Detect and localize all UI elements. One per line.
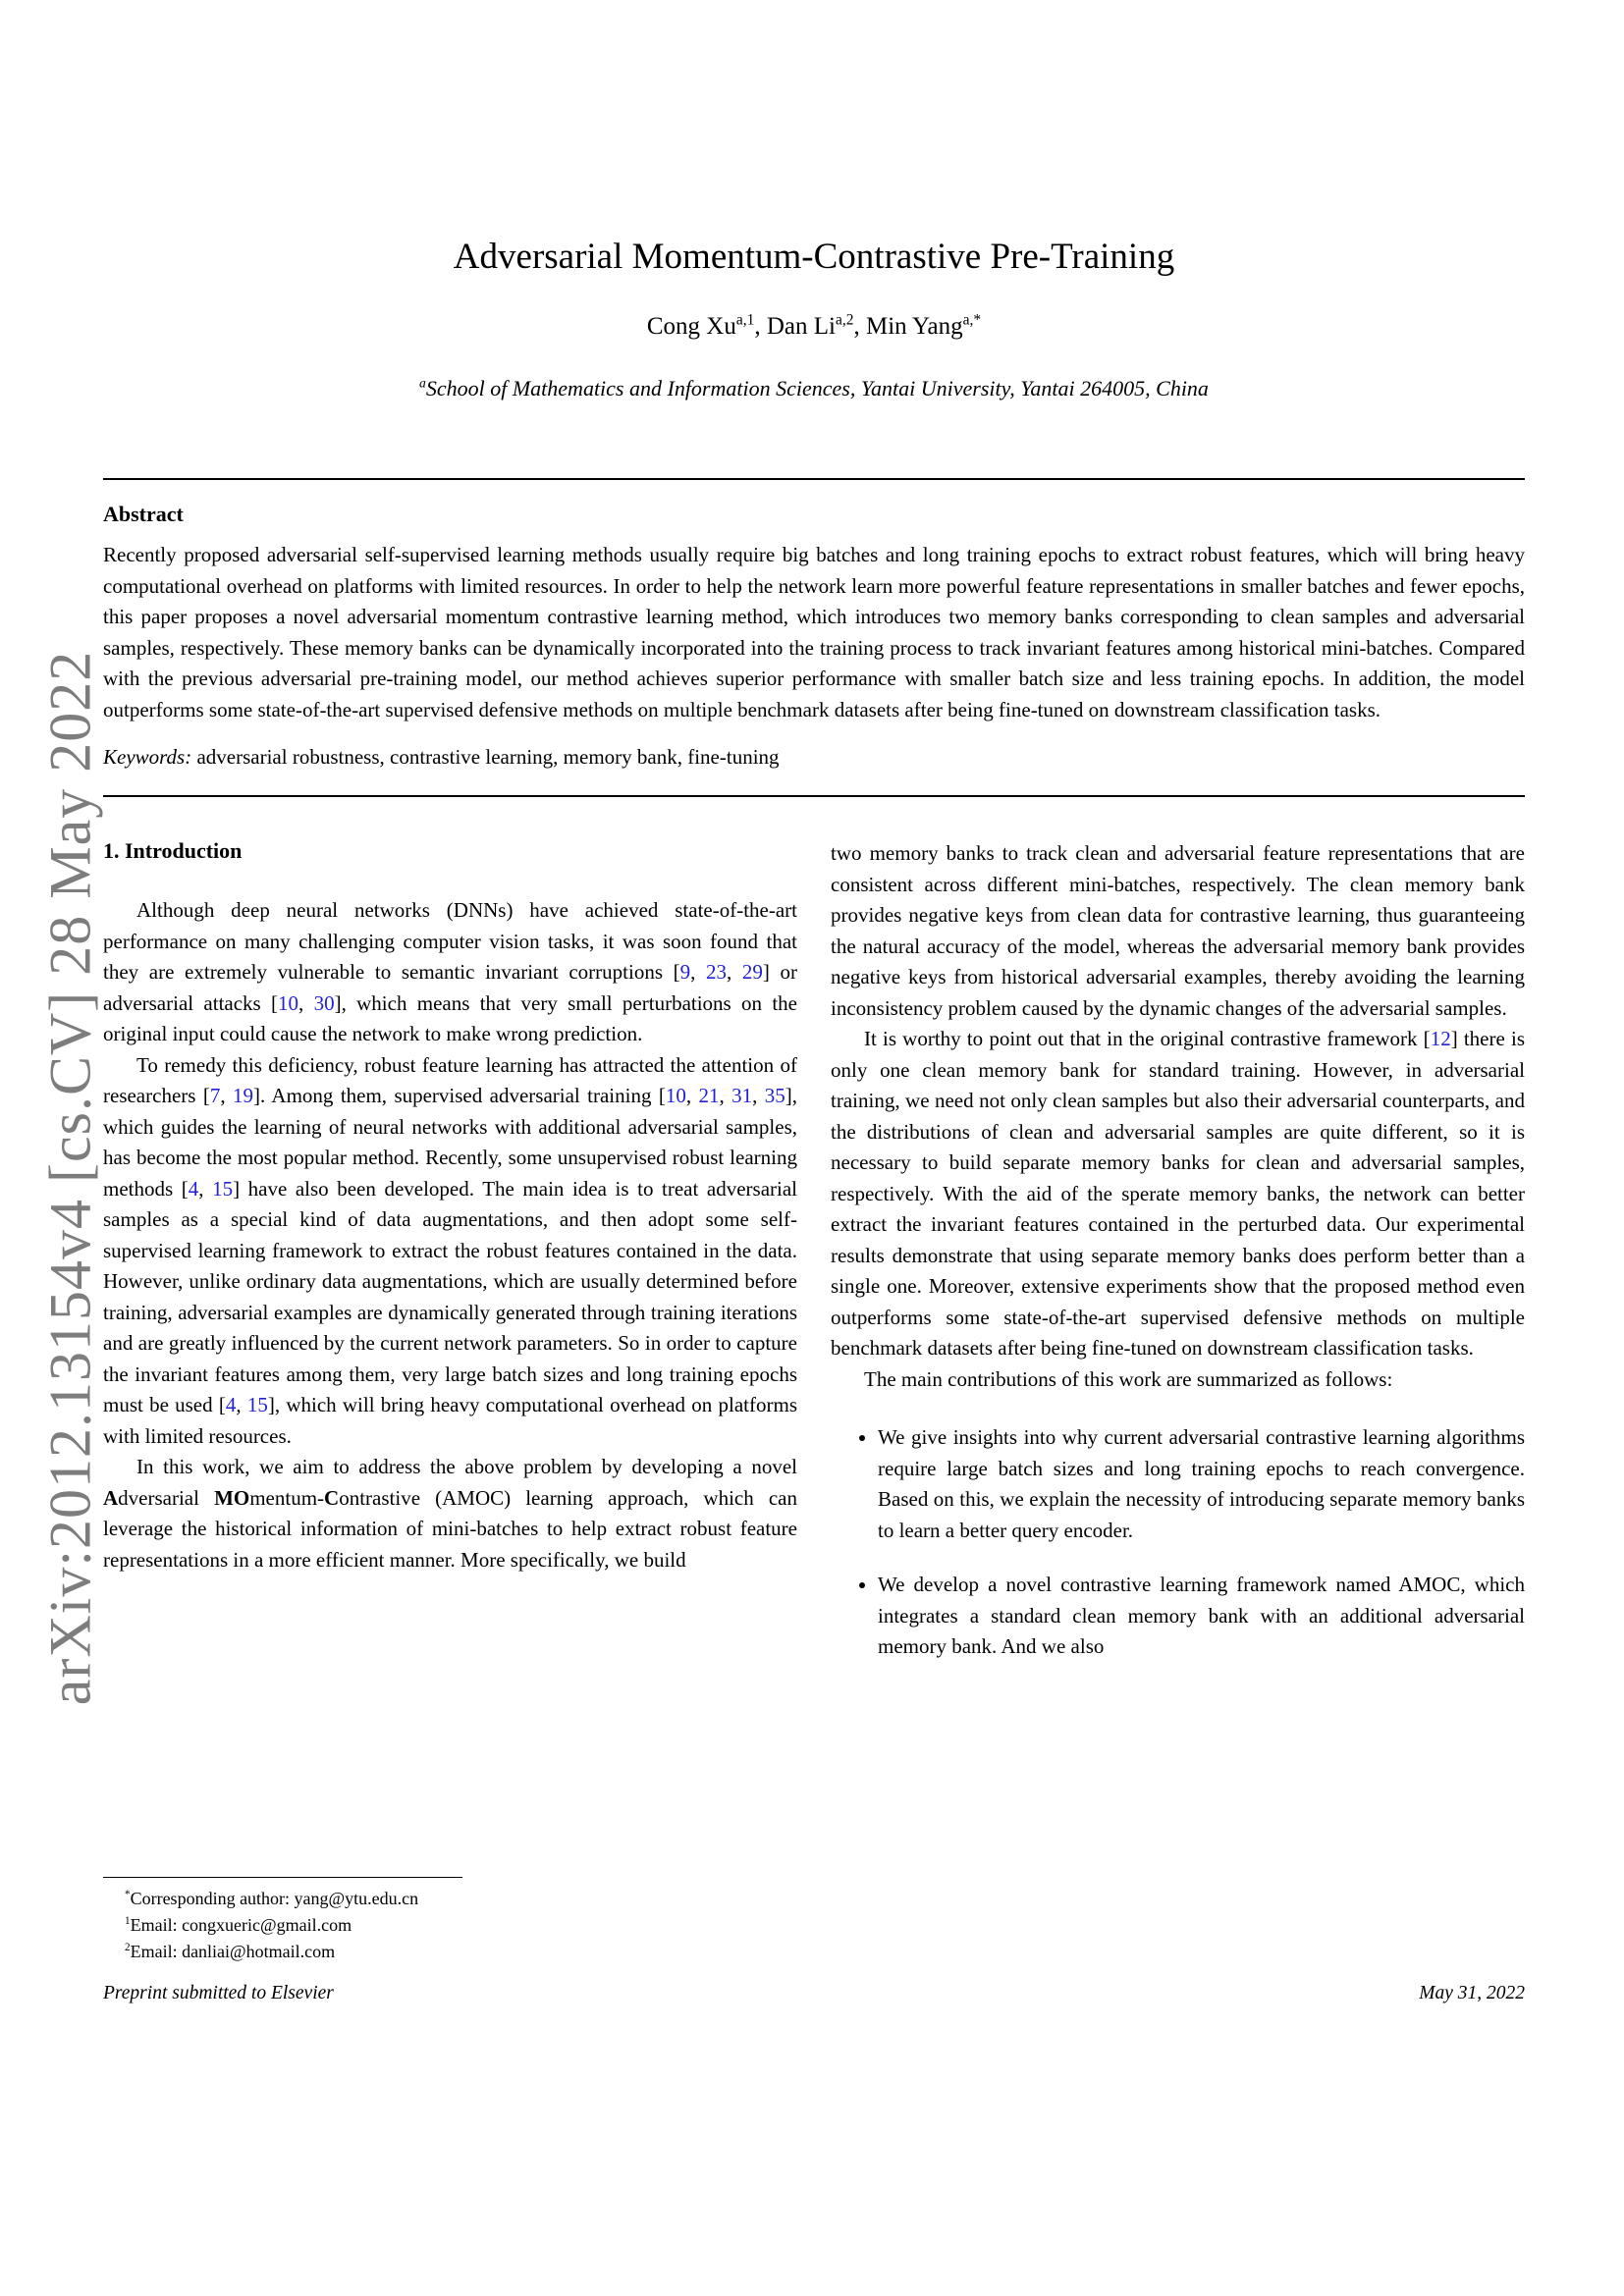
superscript-marker: a,1 bbox=[735, 311, 755, 329]
citation-link[interactable]: 10 bbox=[278, 990, 299, 1015]
text-run: It is worthy to point out that in the original contrastive framework [ bbox=[864, 1027, 1431, 1050]
footer-date: May 31, 2022 bbox=[1419, 1983, 1525, 2003]
intro-paragraph-5 bbox=[831, 1024, 1525, 1364]
keywords-label: Keywords: bbox=[103, 745, 192, 769]
intro-paragraph-2 bbox=[103, 1050, 797, 1453]
citation-link[interactable]: 29 bbox=[741, 960, 763, 984]
citation-link[interactable]: 4 bbox=[188, 1176, 199, 1201]
text-run: , bbox=[719, 1084, 732, 1107]
text-run: mentum- bbox=[249, 1485, 325, 1510]
superscript-marker: a,2 bbox=[835, 311, 854, 329]
text-run: ], which guides the learning of neural networks with additional adversarial samples, has become the most popular method. Recently, some unsupervised robust learning methods [ bbox=[103, 1084, 798, 1201]
citation-link[interactable]: 7 bbox=[209, 1084, 221, 1107]
text-run: The main contributions of this work are summarized as follows: bbox=[864, 1366, 1393, 1391]
text-run: ] there is only one clean memory bank for standard training. However, in adversarial training, we need not only clean samples but also their adversarial counterparts, and the distributions of clean and adversarial samples are quite different, so it is necessary to build separate memory banks for clean and adversarial samples, respectively. With the aid of the sperate memory banks, the network can better extract the invariant features contained in the perturbed data. Our experimental results demonstrate that using separate memory banks does perform better than a single one. Moreover, extensive experiments show that the proposed method even outperforms some state-of-the-art supervised defensive methods on multiple benchmark datasets after being fine-tuned on downstream classification tasks. bbox=[831, 1027, 1525, 1360]
text-run: ontrastive (AMOC) learning approach, which can leverage the historical information of mini-batches to help extract robust feature representations in a more efficient manner. More specifically, we build bbox=[103, 1485, 797, 1572]
text-run: C bbox=[324, 1485, 340, 1510]
text-run: , bbox=[236, 1393, 247, 1416]
contribution-item-2 bbox=[878, 1570, 1525, 1663]
text-run: , Min Yang bbox=[853, 313, 963, 340]
text-run: dversarial bbox=[118, 1485, 215, 1510]
footnote-email-1 bbox=[103, 1912, 797, 1939]
abstract-heading: Abstract bbox=[103, 502, 184, 526]
footnote-corresponding-author bbox=[103, 1886, 797, 1912]
text-run: , bbox=[727, 960, 742, 984]
text-run: To remedy this deficiency, robust feature learning has attracted the attention of researchers [ bbox=[103, 1052, 797, 1107]
superscript-marker: a bbox=[419, 375, 426, 391]
abstract-bottom-rule bbox=[103, 795, 1525, 797]
two-column-body bbox=[103, 838, 1525, 1965]
text-run: , bbox=[198, 1176, 213, 1201]
citation-link[interactable]: 9 bbox=[679, 960, 691, 984]
text-run: , bbox=[690, 960, 706, 984]
text-run: MO bbox=[214, 1485, 250, 1510]
citation-link[interactable]: 31 bbox=[731, 1084, 753, 1107]
footnote-rule bbox=[103, 1877, 462, 1878]
text-run: In this work, we aim to address the above problem by developing a novel bbox=[136, 1455, 797, 1478]
text-run: Cong Xu bbox=[646, 313, 736, 340]
left-column bbox=[103, 838, 797, 1965]
abstract-text: Recently proposed adversarial self-supervised learning methods usually require big batches and long training epochs to extract robust features, which will bring heavy computational overhead on platforms with limited resources. In order to help the network learn more powerful feature representations in smaller batches and fewer epochs, this paper proposes a novel adversarial momentum contrastive learning method, which introduces two memory banks corresponding to clean samples and adversarial samples, respectively. These memory banks can be dynamically incorporated into the training process to track invariant features among historical mini-batches. Compared with the previous adversarial pre-training model, our method achieves superior performance with smaller batch size and less training epochs. In addition, the model outperforms some state-of-the-art supervised defensive methods on multiple benchmark datasets after being fine-tuned on downstream classification tasks. bbox=[103, 543, 1525, 721]
citation-link[interactable]: 15 bbox=[212, 1176, 234, 1201]
superscript-marker: 2 bbox=[125, 1942, 131, 1953]
text-run: , bbox=[752, 1084, 765, 1107]
intro-paragraph-3 bbox=[103, 1452, 797, 1575]
superscript-marker: * bbox=[125, 1889, 131, 1900]
text-run: , Dan Li bbox=[754, 313, 836, 340]
page-content bbox=[103, 0, 1525, 2004]
text-run: , bbox=[298, 990, 314, 1015]
text-run: A bbox=[103, 1485, 119, 1510]
citation-link[interactable]: 30 bbox=[313, 990, 335, 1015]
text-run: Although deep neural networks (DNNs) have achieved state-of-the-art performance on many challenging computer vision tasks, it was soon found that they are extremely vulnerable to semantic invariant corruptions [ bbox=[103, 898, 797, 984]
affiliation-line bbox=[103, 376, 1525, 401]
contribution-item-1 bbox=[878, 1422, 1525, 1546]
contributions-list bbox=[831, 1422, 1525, 1663]
text-run: Corresponding author: yang@ytu.edu.cn bbox=[130, 1889, 419, 1908]
text-run: ] or adversarial attacks [ bbox=[103, 960, 797, 1015]
text-run: School of Mathematics and Information Sciences, Yantai University, Yantai 264005, China bbox=[425, 376, 1209, 400]
citation-link[interactable]: 12 bbox=[1430, 1027, 1451, 1050]
right-column bbox=[831, 838, 1525, 1965]
superscript-marker: a,* bbox=[962, 311, 982, 329]
citation-link[interactable]: 35 bbox=[764, 1084, 785, 1107]
text-run: ] have also been developed. The main idea is to treat adversarial samples as a special kind of data augmentations, and then adopt some self-supervised learning framework to extract the robust features contained in the data. However, unlike ordinary data augmentations, which are usually determined before training, adversarial examples are dynamically generated through training iterations and are greatly influenced by the current network parameters. So in order to capture the invariant features among them, very large batch sizes and long training epochs must be used [ bbox=[103, 1176, 797, 1416]
section-heading-introduction: 1. Introduction bbox=[103, 838, 243, 863]
text-run: ]. Among them, supervised adversarial training [ bbox=[252, 1084, 666, 1107]
citation-link[interactable]: 15 bbox=[246, 1393, 268, 1416]
citation-link[interactable]: 19 bbox=[232, 1084, 253, 1107]
text-run: We give insights into why current adversarial contrastive learning algorithms require large batch sizes and long training epochs to reach convergence. Based on this, we explain the necessity of introducing separate memory banks to learn a better query encoder. bbox=[878, 1425, 1525, 1542]
text-run: Email: danliai@hotmail.com bbox=[130, 1942, 336, 1961]
text-run: We develop a novel contrastive learning framework named AMOC, which integrates a standard clean memory bank with an additional adversarial memory bank. And we also bbox=[878, 1573, 1525, 1658]
intro-paragraph-6 bbox=[831, 1364, 1525, 1396]
text-run: Email: congxueric@gmail.com bbox=[130, 1915, 352, 1935]
footnote-block bbox=[103, 1871, 797, 1965]
intro-paragraph-1 bbox=[103, 895, 797, 1050]
author-line bbox=[103, 313, 1525, 341]
page-footer bbox=[103, 1983, 1525, 2004]
keywords-values: adversarial robustness, contrastive learning, memory bank, fine-tuning bbox=[196, 745, 780, 769]
footnote-email-2 bbox=[103, 1939, 797, 1965]
text-run: , bbox=[685, 1084, 699, 1107]
text-run: two memory banks to track clean and adversarial feature representations that are consistent across different mini-batches, respectively. The clean memory bank provides negative keys from clean data for contrastive learning, thus guaranteeing the natural accuracy of the model, whereas the adversarial memory bank provides negative keys from historical adversarial examples, thereby avoiding the learning inconsistency problem caused by the dynamic changes of the adversarial samples. bbox=[831, 841, 1525, 1020]
text-run: ], which will bring heavy computational overhead on platforms with limited resources. bbox=[103, 1393, 797, 1448]
abstract-top-rule bbox=[103, 478, 1525, 480]
citation-link[interactable]: 10 bbox=[665, 1084, 686, 1107]
footer-preprint-note: Preprint submitted to Elsevier bbox=[103, 1983, 334, 2003]
citation-link[interactable]: 21 bbox=[698, 1084, 720, 1107]
text-run: , bbox=[220, 1084, 233, 1107]
text-run: ], which means that very small perturbations on the original input could cause the network to make wrong prediction. bbox=[103, 990, 797, 1045]
keywords-line bbox=[103, 745, 1525, 770]
citation-link[interactable]: 4 bbox=[225, 1393, 237, 1416]
citation-link[interactable]: 23 bbox=[706, 960, 727, 984]
intro-paragraph-4 bbox=[831, 838, 1525, 1024]
paper-title: Adversarial Momentum-Contrastive Pre-Training bbox=[453, 237, 1175, 277]
superscript-marker: 1 bbox=[125, 1915, 131, 1927]
arxiv-watermark: arXiv:2012.13154v4 [cs.CV] 28 May 2022 bbox=[37, 650, 103, 1706]
